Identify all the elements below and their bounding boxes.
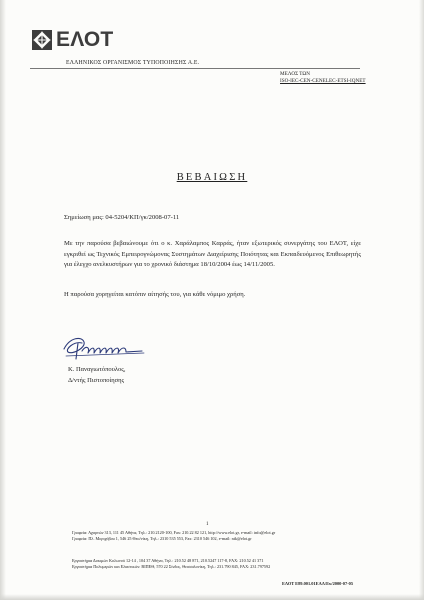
page-number: 1 [206, 522, 209, 527]
footer-addresses [72, 530, 275, 543]
signatory-name: Κ. Παναγιωτόπουλος, [68, 366, 126, 373]
footer-address-thessaloniki: Γραφεία: Πλ. Μοριχόβου 1, 546 25 Θεσ/νίκη, Τηλ.: 2310 535 553, Fax: 2310 546 102, e-mail: ntk@elot.gr [72, 536, 252, 542]
scan-edge-right [419, 0, 424, 600]
membership-block [280, 71, 366, 84]
footer-address-athens: Γραφεία: Αχαρνών 313, 111 45 Αθήνα, Τηλ.: 210.2120-100, Fax: 210.22 82 121, http://www.elot.gr, e-mail: info@elot.gr [72, 530, 276, 535]
document-title: ΒΕΒΑΙΩΣΗ [176, 172, 248, 183]
signatory-title: Δ/ντής Πιστοποίησης [68, 376, 125, 384]
elot-diamond-icon [30, 28, 54, 52]
reference-number: Σημείωση μας: 04-5204/ΚΠ/γκ/2008-07-11 [64, 214, 180, 221]
handwritten-signature [60, 333, 148, 363]
signatory-block [68, 365, 126, 386]
form-code: ΕΛΟΤ Ε89.001.01ΕΑΛ/Ευ/2000-07-05 [282, 581, 354, 586]
scan-edge-bottom [0, 594, 424, 600]
purpose-paragraph: Η παρούσα χορηγείται κατόπιν αίτησής του, για κάθε νόμιμο χρήση. [64, 291, 246, 298]
footer-address-lab-athens: Εργαστήρια Δοκιμών Κολωνού 12-14 , 104 37 Αθήνα, Τηλ.: 210.52 48 871, 210.5247 117-8, FAX: 210.52 41 371 [72, 558, 264, 563]
header-divider [30, 68, 360, 69]
footer-address-lab-sindos: Εργαστήρια Πολυμερών και Ελαστικών: ΒΙΠΕΘ, 570 22 Σίνδος, Θεσσαλονίκη, Τηλ.: 231.790 845, FAX: 231.797592 [72, 564, 271, 570]
footer-labs [72, 558, 270, 571]
membership-organizations: ISO-IEC-CEN-CENELEC-ETSI-IQNET [280, 77, 366, 84]
certification-paragraph: Με την παρούσα βεβαιώνουμε ότι ο κ. Χαράλαμπος Καρράς, ήταν εξωτερικός συνεργάτης του ΕΛΟΤ, είχε εγκριθεί ως Τεχνικός Εμπειρογνώμονας Συστημάτων Διαχείρισης Ποιότητας και Εκπαιδευόμενος Επιθεωρητής για έλεγχο ανελκυστήρων για το χρονικό διάστημα 18/10/2004 έως 14/11/2005. [64, 240, 361, 269]
organization-name: ΕΛΛΗΝΙΚΟΣ ΟΡΓΑΝΙΣΜΟΣ ΤΥΠΟΠΟΙΗΣΗΣ Α.Ε. [66, 60, 200, 66]
scan-edge-left [0, 0, 6, 600]
logo-text: ΕΛΟΤ [56, 28, 114, 51]
membership-label: ΜΕΛΟΣ ΤΩΝ [280, 71, 310, 77]
elot-logo [30, 28, 113, 52]
